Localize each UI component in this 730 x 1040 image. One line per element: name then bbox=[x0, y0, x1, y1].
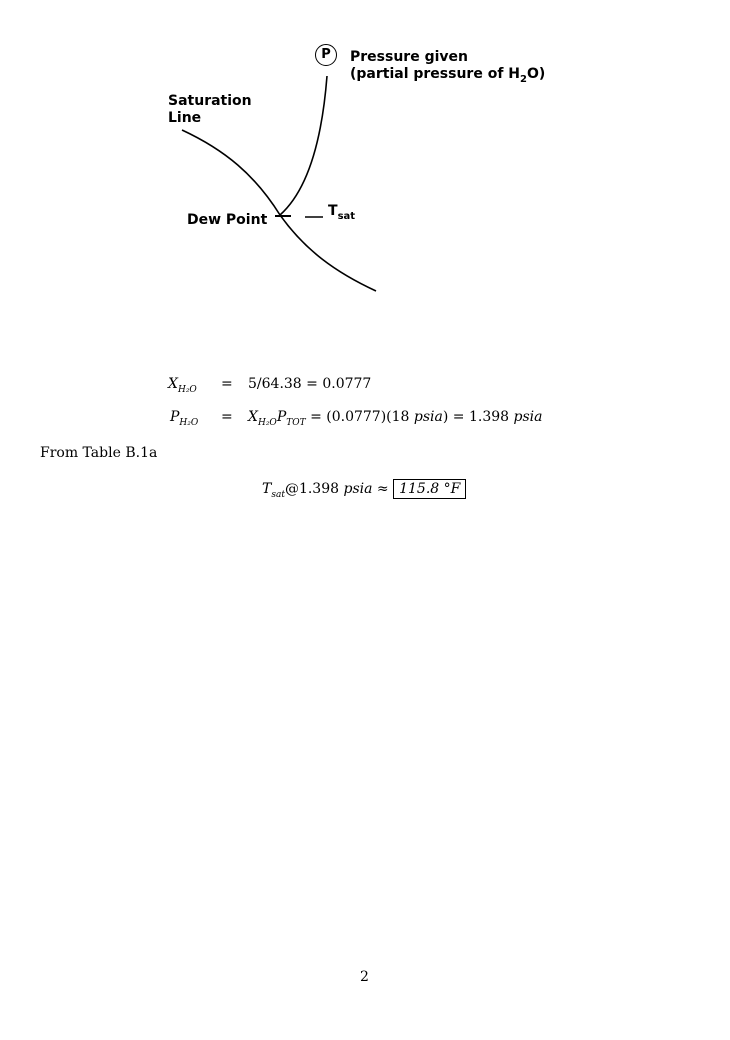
equation-2 bbox=[170, 409, 199, 428]
tsat-label bbox=[328, 203, 356, 222]
saturation-line-label: Line bbox=[168, 110, 202, 126]
dew-point-label: Dew Point bbox=[187, 212, 268, 228]
result-at: @1.398 bbox=[284, 481, 344, 497]
from-table-text: From Table B.1a bbox=[40, 445, 158, 461]
result-t-sub: sat bbox=[271, 490, 285, 500]
pressure-given-label: Pressure given bbox=[350, 49, 468, 65]
eq2-rhs-p: P bbox=[276, 409, 287, 425]
eq2-rhs bbox=[248, 409, 543, 428]
equation-1 bbox=[168, 376, 197, 395]
eq2-rhs-end: ) = 1.398 bbox=[442, 409, 514, 425]
tsat-sub: sat bbox=[337, 211, 356, 222]
eq2-rhs-unit1: psia bbox=[413, 409, 443, 425]
dew-point-diagram bbox=[0, 0, 730, 330]
result-boxed-value: 115.8 °F bbox=[393, 479, 466, 499]
page-number: 2 bbox=[360, 969, 369, 985]
partial-pressure-text: (partial pressure of H bbox=[350, 66, 521, 82]
eq2-rhs-unit2: psia bbox=[513, 409, 543, 425]
tsat-main: T bbox=[328, 203, 338, 219]
eq2-lhs: P bbox=[170, 409, 180, 425]
result-equation bbox=[262, 481, 466, 500]
partial-pressure-subscript: 2 bbox=[520, 74, 527, 85]
eq2-rhs-x-sub: H₂O bbox=[257, 418, 277, 428]
pressure-line-curve bbox=[280, 76, 327, 215]
saturation-label: Saturation bbox=[168, 93, 252, 109]
result-t: T bbox=[262, 481, 272, 497]
eq2-lhs-sub: H₂O bbox=[179, 418, 199, 428]
eq2-rhs-x: X bbox=[248, 409, 258, 425]
eq2-equals: = bbox=[221, 409, 233, 425]
partial-pressure-label bbox=[350, 66, 546, 85]
result-approx: ≈ bbox=[372, 481, 394, 497]
eq2-rhs-mid: = (0.0777)(18 bbox=[305, 409, 414, 425]
pressure-circle-symbol: P bbox=[315, 44, 337, 66]
eq1-lhs: X bbox=[168, 376, 178, 392]
eq1-rhs: 5/64.38 = 0.0777 bbox=[248, 376, 372, 392]
partial-pressure-text-end: O) bbox=[526, 66, 546, 82]
eq1-lhs-sub: H₂O bbox=[177, 385, 197, 395]
result-unit: psia bbox=[343, 481, 373, 497]
eq1-equals: = bbox=[221, 376, 233, 392]
eq2-rhs-p-sub: TOT bbox=[286, 418, 306, 428]
